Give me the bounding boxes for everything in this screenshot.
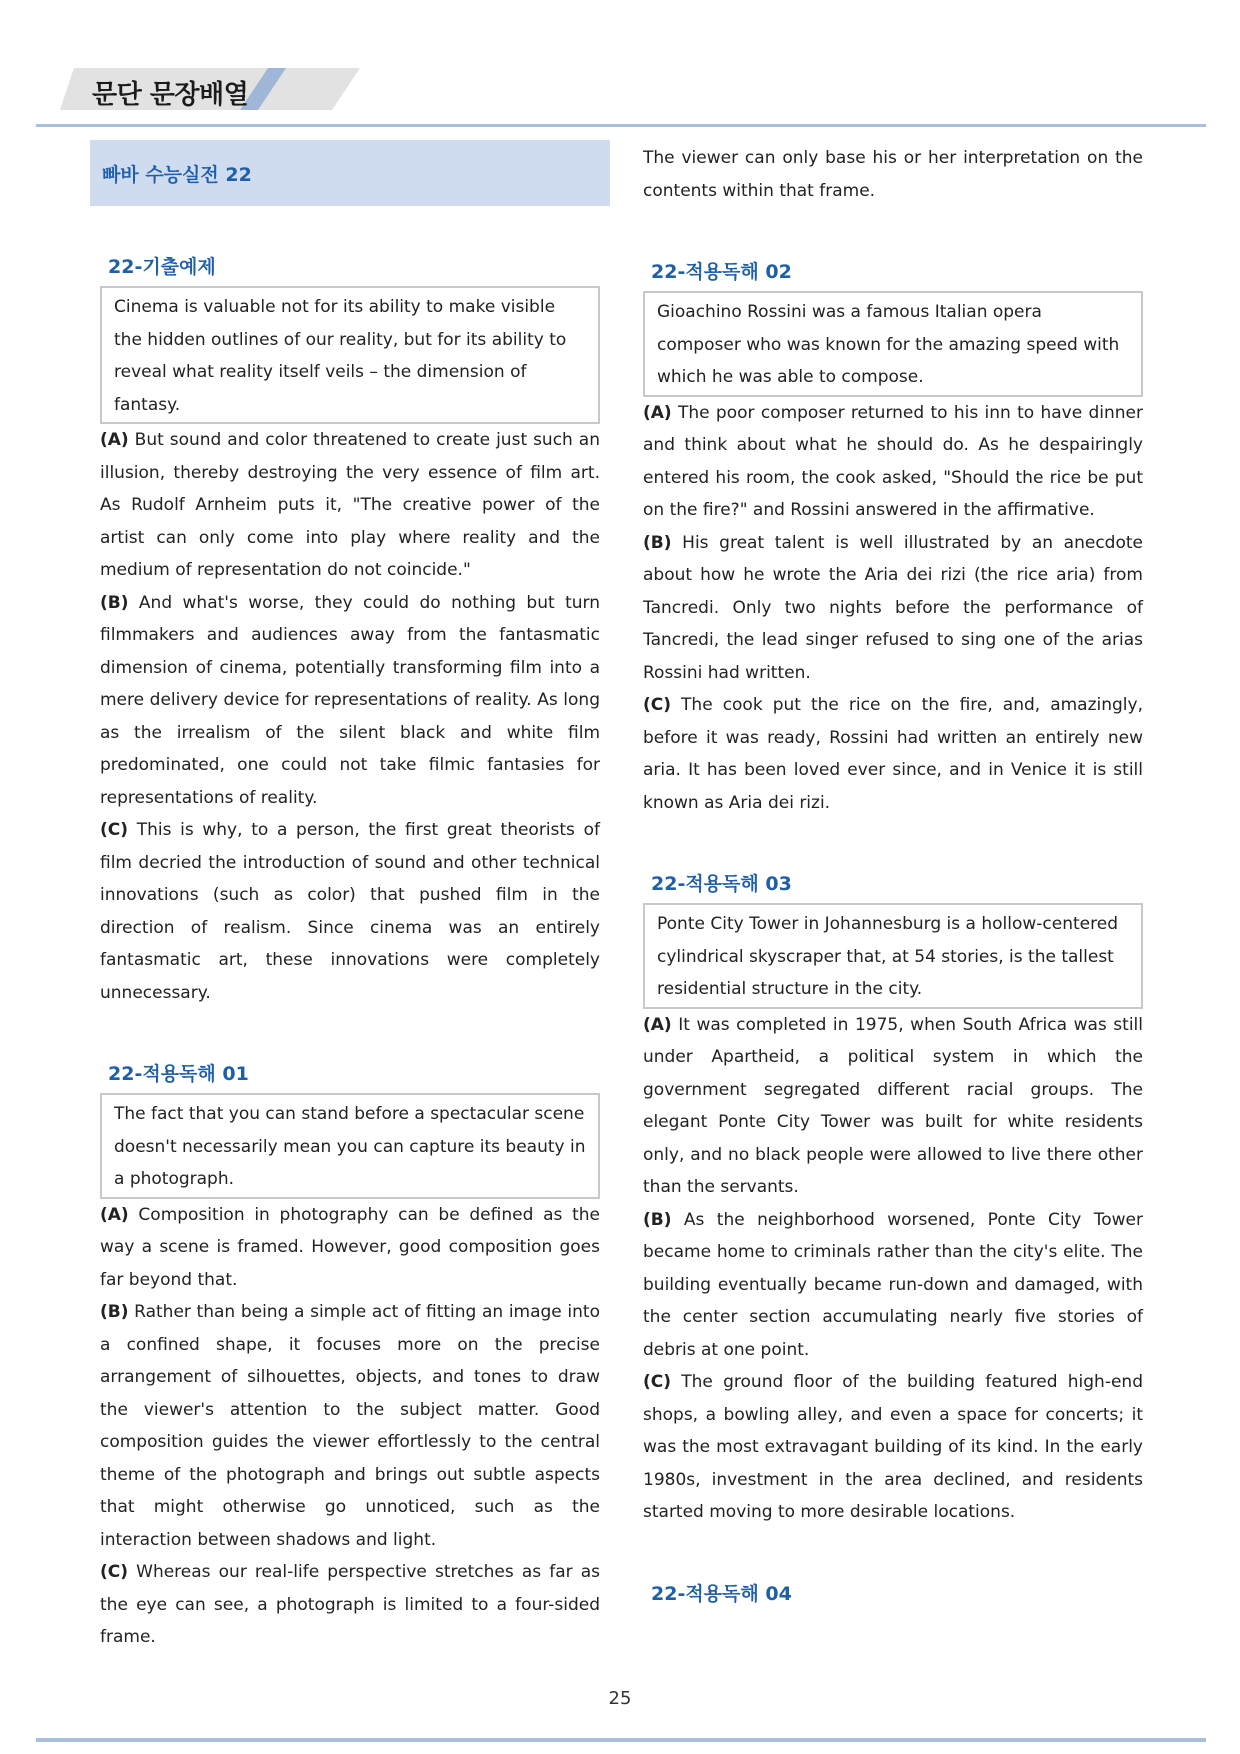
paragraph-text: Rather than being a simple act of fitting an image into a confined shape, it focuses more on the precise arrangement of silhouettes, objects, and tones to draw the viewer's attention to the subject matter. Good composition guides the viewer effortlessly to the central theme of the photograph and brings out subtle aspects that might otherwise go unnoticed, such as the interaction between shadows and light. — [100, 1302, 600, 1550]
set-banner: 빠바 수능실전 22 — [90, 140, 610, 206]
header-divider — [36, 124, 1206, 127]
paragraph-text: The poor composer returned to his inn to have dinner and think about what he should do. As he despairingly entered his room, the cook asked, "Should the rice be put on the fire?" and Rossini answered in the affirmative. — [643, 402, 1143, 520]
paragraph-label: (B) — [643, 1209, 672, 1230]
paragraph-label: (C) — [100, 1562, 129, 1582]
paragraph-label: (B) — [100, 1302, 129, 1322]
paragraph-b — [643, 1204, 1143, 1367]
section-title: 22-적용독해 02 — [651, 261, 792, 283]
paragraph-text: And what's worse, they could do nothing but turn filmmakers and audiences away from the fantasmatic dimension of cinema, potentially transforming film into a mere delivery device for representations of reality. As long as the irrealism of the silent black and white film predominated, one could not take filmic fantasies for representations of reality. — [100, 592, 600, 808]
paragraph-b — [643, 527, 1143, 690]
paragraph-label: (C) — [643, 1372, 672, 1392]
paragraph-text: As the neighborhood worsened, Ponte City Tower became home to criminals rather than the city's elite. The building eventually became run-down and damaged, with the center section accumulating nearly five stories of debris at one point. — [643, 1209, 1143, 1360]
intro-box: Ponte City Tower in Johannesburg is a hollow-centered cylindrical skyscraper that, at 54 stories, is the tallest residential structure in the city. — [643, 903, 1143, 1009]
paragraph-label: (B) — [100, 592, 129, 613]
paragraph-label: (A) — [643, 402, 672, 423]
paragraph-text: But sound and color threatened to create just such an illusion, thereby destroying the very essence of film art. As Rudolf Arnheim puts it, "The creative power of the artist can only come into play where reality and the medium of representation do not coincide." — [100, 430, 600, 580]
paragraph-a — [100, 1199, 600, 1297]
paragraph-label: (C) — [643, 695, 672, 715]
paragraph-b — [100, 587, 600, 815]
section-title: 22-기출예제 — [108, 256, 216, 278]
paragraph-text: Whereas our real-life perspective stretches as far as the eye can see, a photograph is limited to a four-sided frame. — [100, 1562, 600, 1647]
header-title: 문단 문장배열 — [92, 80, 249, 110]
right-column — [643, 142, 1143, 1613]
paragraph-continuation: The viewer can only base his or her interpretation on the contents within that frame. — [643, 148, 1143, 201]
page-header — [0, 0, 1240, 135]
paragraph-label: (A) — [100, 430, 129, 450]
page-number: 25 — [608, 1688, 632, 1709]
paragraph-c — [643, 1366, 1143, 1529]
paragraph-text: His great talent is well illustrated by an anecdote about how he wrote the Aria dei rizi (the rice aria) from Tancredi. Only two nights before the performance of Tancredi, the lead singer refused to sing one of the arias Rossini had written. — [643, 532, 1143, 683]
paragraph-text: Composition in photography can be defined as the way a scene is framed. However, good composition goes far beyond that. — [100, 1204, 600, 1290]
intro-box: The fact that you can stand before a spectacular scene doesn't necessarily mean you can capture its beauty in a photograph. — [100, 1093, 600, 1199]
left-column — [100, 140, 600, 1654]
paragraph-label: (A) — [100, 1204, 129, 1225]
paragraph-a — [643, 397, 1143, 527]
intro-box: Cinema is valuable not for its ability to make visible the hidden outlines of our reality, but for its ability to reveal what reality itself veils – the dimension of fantasy. — [100, 286, 600, 424]
paragraph-c — [100, 814, 600, 1009]
paragraph-label: (C) — [100, 820, 129, 840]
intro-box: Gioachino Rossini was a famous Italian opera composer who was known for the amazing speed with which he was able to compose. — [643, 291, 1143, 397]
footer-divider — [36, 1738, 1206, 1742]
section-title: 22-적용독해 01 — [108, 1063, 249, 1085]
section-title: 22-적용독해 03 — [651, 873, 792, 895]
paragraph-text: It was completed in 1975, when South Africa was still under Apartheid, a political system in which the government segregated different racial groups. The elegant Ponte City Tower was built for white residents only, and no black people were allowed to live there other than the servants. — [643, 1014, 1143, 1197]
paragraph-b — [100, 1296, 600, 1556]
paragraph-c — [643, 689, 1143, 819]
section-title: 22-적용독해 04 — [651, 1582, 792, 1605]
paragraph-text: The cook put the rice on the fire, and, amazingly, before it was ready, Rossini had written an entirely new aria. It has been loved ever since, and in Venice it is still known as Aria dei rizi. — [643, 695, 1143, 813]
paragraph-a — [643, 1009, 1143, 1204]
paragraph-label: (A) — [643, 1014, 672, 1035]
paragraph-text: The ground floor of the building featured high-end shops, a bowling alley, and even a space for concerts; it was the most extravagant building of its kind. In the early 1980s, investment in the area declined, and residents started moving to more desirable locations. — [643, 1372, 1143, 1522]
paragraph-c — [100, 1556, 600, 1654]
paragraph-a — [100, 424, 600, 587]
paragraph-text: This is why, to a person, the first great theorists of film decried the introduction of sound and other technical innovations (such as color) that pushed film in the direction of realism. Since cinema was an entirely fantasmatic art, these innovations were completely unnecessary. — [100, 820, 600, 1003]
paragraph-label: (B) — [643, 532, 672, 553]
